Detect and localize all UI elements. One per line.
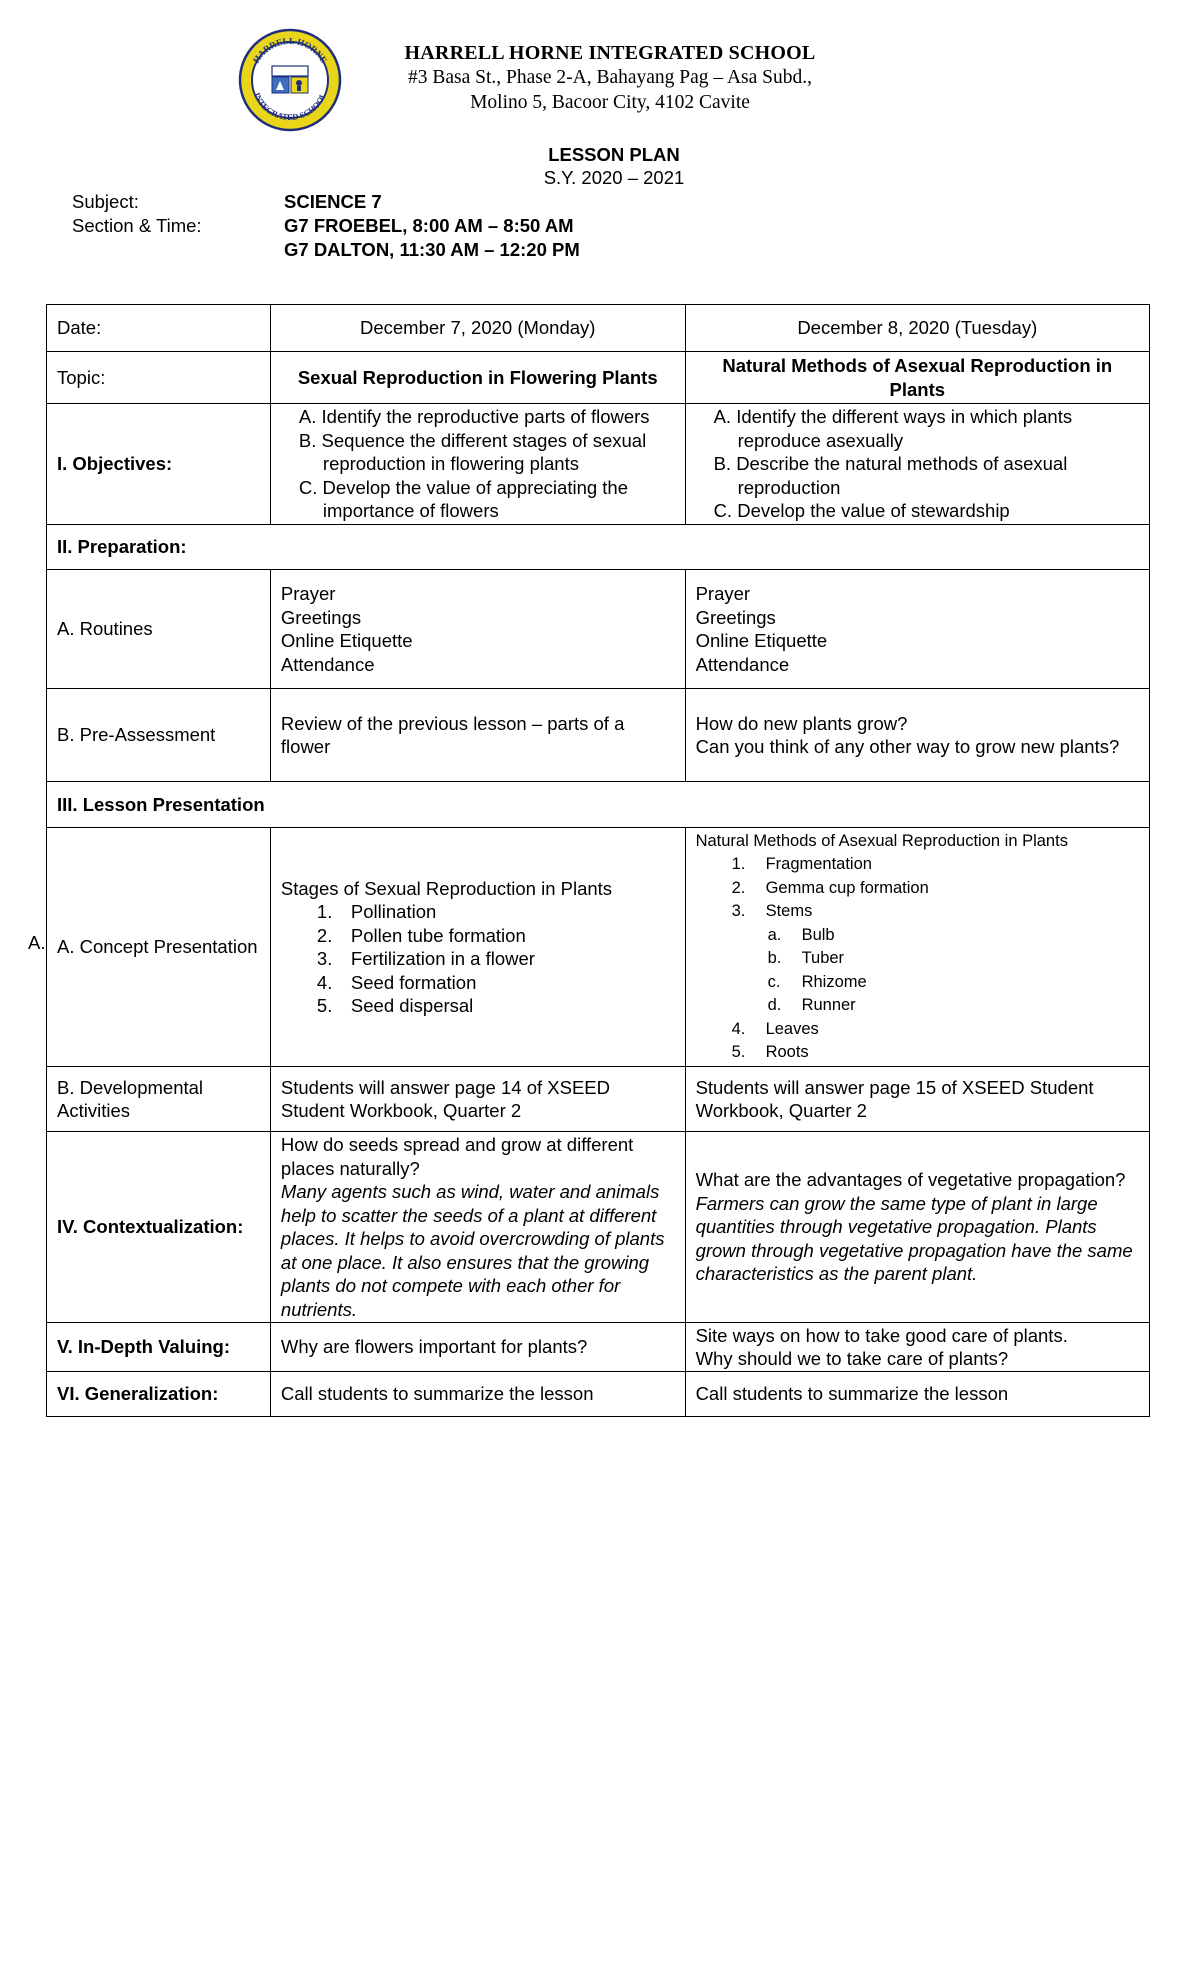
valuing-day2: Site ways on how to take good care of plants. Why should we to take care of plants? xyxy=(685,1323,1149,1372)
list-item: B. Describe the natural methods of asexual reproduction xyxy=(713,453,1068,498)
section-time-value-2: G7 DALTON, 11:30 AM – 12:20 PM xyxy=(284,239,580,260)
list-item: 5. Roots xyxy=(731,1043,809,1061)
objectives-label: I. Objectives: xyxy=(47,404,271,525)
svg-text:HARRELL HORNE: HARRELL HORNE xyxy=(250,35,330,65)
list-item: d. Runner xyxy=(767,996,856,1014)
list-item: 2. Gemma cup formation xyxy=(731,878,929,897)
list-item: c. Rhizome xyxy=(767,972,867,991)
contextualization-day1: How do seeds spread and grow at different places naturally? Many agents such as wind, water and animals help to scatter the seeds of a plant at different places. It helps to avoid overcrowding of plants at one place. It also ensures that the growing plants do not compete with each other for nutrients. xyxy=(270,1132,685,1323)
topic-label: Topic: xyxy=(47,352,271,404)
list-item: 2. Pollen tube formation xyxy=(316,924,526,946)
school-year: S.Y. 2020 – 2021 xyxy=(543,167,685,188)
generalization-label: VI. Generalization: xyxy=(47,1372,271,1417)
list-item: 3. Fertilization in a flower xyxy=(316,948,535,969)
row-preparation xyxy=(47,525,1150,570)
routines-day1: Prayer Greetings Online Etiquette Attendance xyxy=(270,570,685,689)
developmental-day1: Students will answer page 14 of XSEED Student Workbook, Quarter 2 xyxy=(270,1067,685,1132)
valuing-day1: Why are flowers important for plants? xyxy=(270,1323,685,1372)
list-item: 4. Seed formation xyxy=(316,971,477,993)
developmental-label: B. Developmental Activities xyxy=(47,1067,271,1132)
pre-assessment-day2: How do new plants grow? Can you think of any other way to grow new plants? xyxy=(685,689,1149,782)
subject-label: Subject: xyxy=(72,191,139,212)
school-address-line1: #3 Basa St., Phase 2-A, Bahayang Pag – Asa Subd., xyxy=(407,67,813,88)
pre-assessment-label: B. Pre-Assessment xyxy=(47,689,271,782)
contextualization-label: IV. Contextualization: xyxy=(47,1132,271,1323)
topic-day2: Natural Methods of Asexual Reproduction in Plants xyxy=(685,352,1149,404)
pre-assessment-day1: Review of the previous lesson – parts of a flower xyxy=(270,689,685,782)
row-valuing xyxy=(47,1323,1150,1372)
stray-prefix: A. xyxy=(28,932,46,953)
list-item: 4. Leaves xyxy=(731,1019,819,1038)
subject-value: SCIENCE 7 xyxy=(284,191,382,212)
date-day1: December 7, 2020 (Monday) xyxy=(270,305,685,352)
list-item: C. Develop the value of appreciating the importance of flowers xyxy=(298,476,629,522)
school-seal-logo xyxy=(238,28,342,132)
row-objectives xyxy=(47,404,1150,525)
list-item: b. Tuber xyxy=(767,949,845,967)
contextualization-day2: What are the advantages of vegetative propagation? Farmers can grow the same type of plant in large quantities through vegetative propagation. Plants grown through vegetative propagation have the same characteristics as the parent plant. xyxy=(685,1132,1149,1323)
school-address-line2: Molino 5, Bacoor City, 4102 Cavite xyxy=(470,92,750,113)
row-developmental xyxy=(47,1067,1150,1132)
list-item: A. Identify the reproductive parts of flowers xyxy=(298,406,650,428)
section-time-value-1: G7 FROEBEL, 8:00 AM – 8:50 AM xyxy=(284,215,574,236)
list-item: A. Identify the different ways in which plants reproduce asexually xyxy=(713,406,1073,451)
section-time-label: Section & Time: xyxy=(72,215,202,236)
list-item: a. Bulb xyxy=(767,925,835,944)
generalization-day1: Call students to summarize the lesson xyxy=(270,1372,685,1417)
school-name: HARRELL HORNE INTEGRATED SCHOOL xyxy=(404,42,816,64)
list-item: 3. Stems xyxy=(731,902,813,920)
row-concept xyxy=(47,828,1150,1067)
concept-day2: Natural Methods of Asexual Reproduction in Plants 1. Fragmentation 2. Gemma cup formation 3. Stems a. Bulb b. Tuber c. Rhizome d. Runner 4. Leaves 5. Roots xyxy=(685,828,1149,1067)
lesson-plan-table xyxy=(46,304,1150,1417)
lesson-presentation-heading: III. Lesson Presentation xyxy=(47,782,1150,828)
school-header xyxy=(330,42,890,115)
routines-label: A. Routines xyxy=(47,570,271,689)
list-item: 1. Pollination xyxy=(316,901,437,922)
row-contextualization xyxy=(47,1132,1150,1323)
concept-label: A. Concept Presentation xyxy=(47,828,271,1067)
list-item: B. Sequence the different stages of sexual reproduction in flowering plants xyxy=(298,429,647,475)
concept-day1: Stages of Sexual Reproduction in Plants 1. Pollination 2. Pollen tube formation 3. Fertilization in a flower 4. Seed formation 5. Seed dispersal xyxy=(270,828,685,1067)
date-day2: December 8, 2020 (Tuesday) xyxy=(685,305,1149,352)
topic-day1: Sexual Reproduction in Flowering Plants xyxy=(270,352,685,404)
list-item: 5. Seed dispersal xyxy=(316,995,474,1016)
svg-text:INTEGRATED SCHOOL: INTEGRATED SCHOOL xyxy=(251,90,329,123)
row-pre-assessment xyxy=(47,689,1150,782)
developmental-day2: Students will answer page 15 of XSEED Student Workbook, Quarter 2 xyxy=(685,1067,1149,1132)
objectives-day2 xyxy=(685,404,1149,525)
preparation-heading: II. Preparation: xyxy=(47,525,1150,570)
row-topic xyxy=(47,352,1150,404)
row-date xyxy=(47,305,1150,352)
list-item: C. Develop the value of stewardship xyxy=(713,500,1010,522)
row-generalization xyxy=(47,1372,1150,1417)
list-item: 1. Fragmentation xyxy=(731,855,872,873)
objectives-day1 xyxy=(270,404,685,525)
valuing-label: V. In-Depth Valuing: xyxy=(47,1323,271,1372)
generalization-day2: Call students to summarize the lesson xyxy=(685,1372,1149,1417)
row-lesson-presentation xyxy=(47,782,1150,828)
lesson-plan-title: LESSON PLAN xyxy=(548,144,680,165)
row-routines xyxy=(47,570,1150,689)
date-label: Date: xyxy=(47,305,271,352)
routines-day2: Prayer Greetings Online Etiquette Attendance xyxy=(685,570,1149,689)
